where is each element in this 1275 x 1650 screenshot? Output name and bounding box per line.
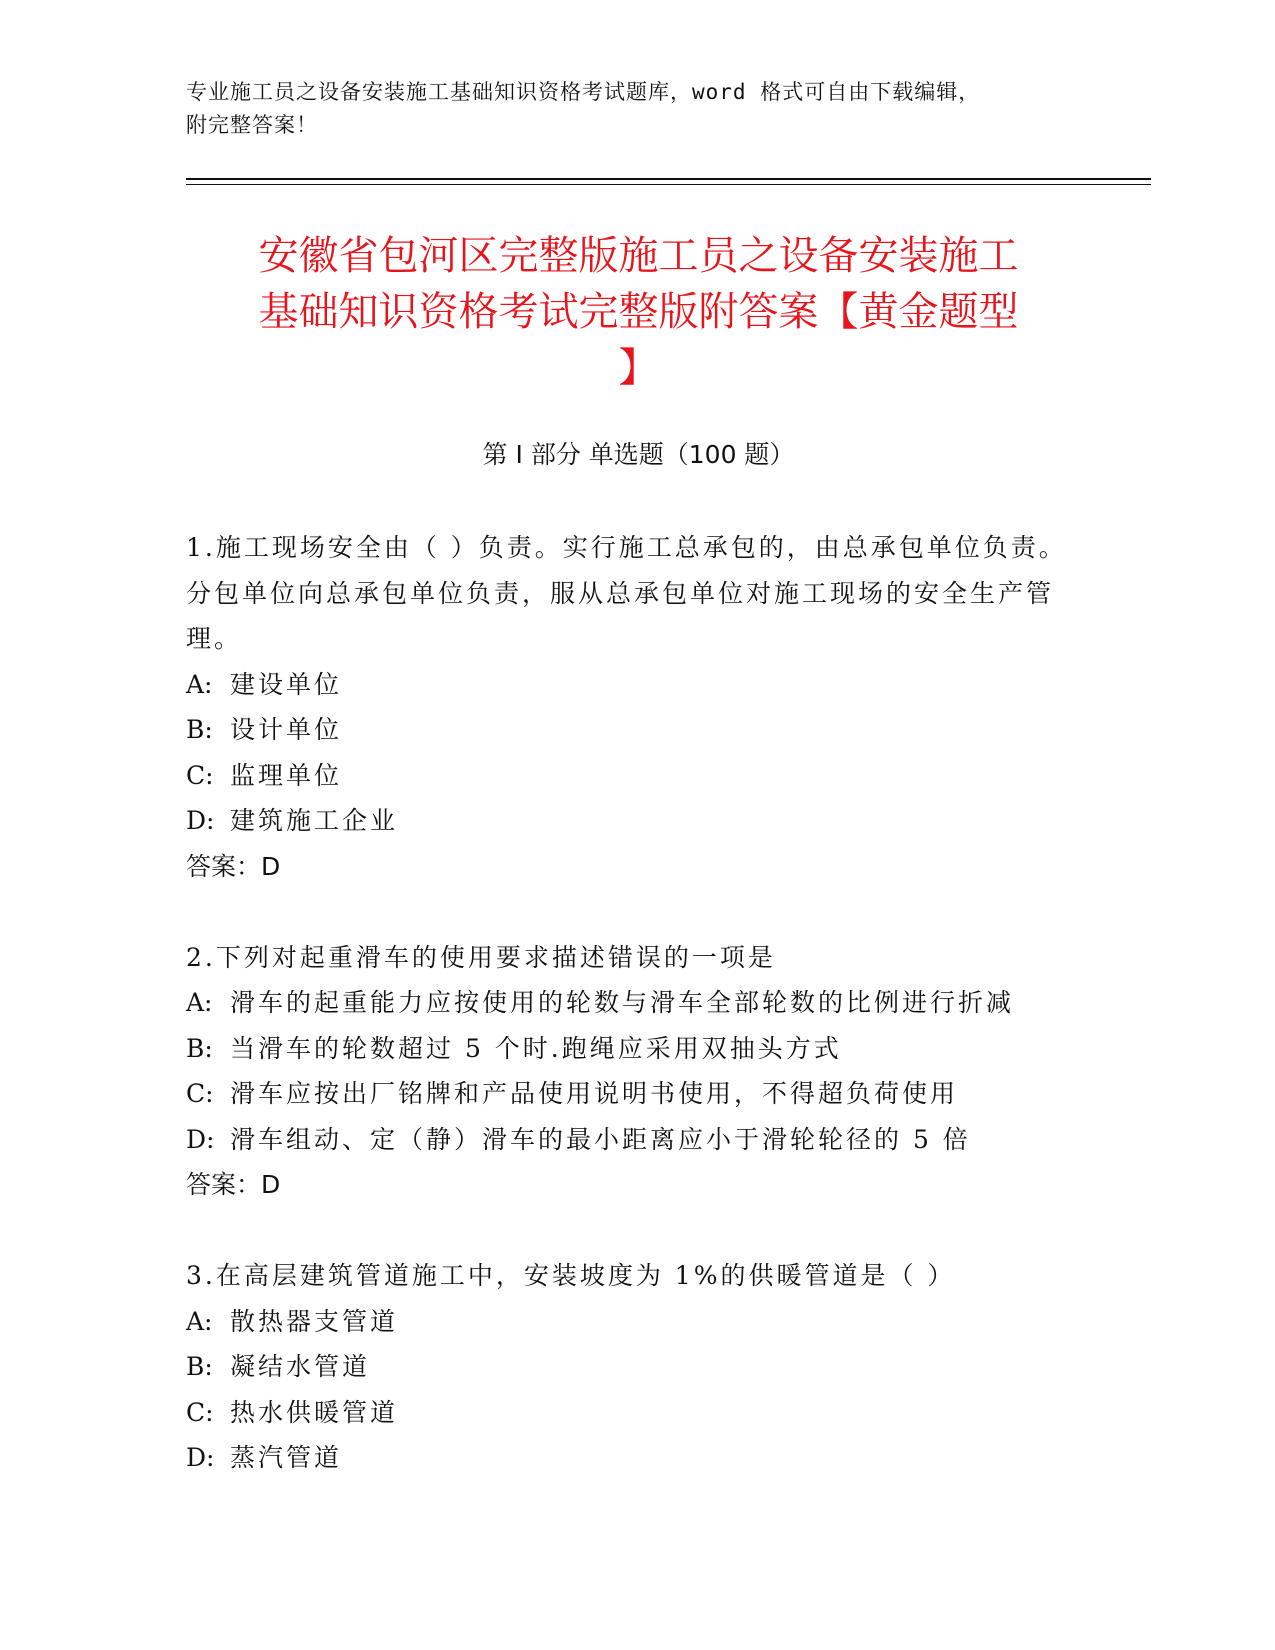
option-text: 滑车组动、定（静）滑车的最小距离应小于滑轮轮径的 5 倍 — [230, 1124, 971, 1154]
answer-label: 答案： — [186, 851, 262, 881]
option-key: B: — [186, 1352, 213, 1381]
answer-label: 答案： — [186, 1170, 262, 1199]
option-key: B: — [186, 715, 213, 744]
question-stem: 1.施工现场安全由（ ）负责。实行施工总承包的，由总承包单位负责。分包单位向总承包单位负责，服从总承包单位对施工现场的安全生产管理。 — [186, 533, 1067, 653]
option-a — [186, 980, 1091, 1026]
option-b — [186, 1026, 1091, 1072]
option-d — [186, 1117, 1091, 1163]
option-key: C: — [186, 1397, 214, 1427]
option-text: 设计单位 — [230, 715, 343, 744]
option-text: 凝结水管道 — [230, 1352, 371, 1381]
option-key: D: — [186, 806, 215, 835]
header-note-line-1: 专业施工员之设备安装施工基础知识资格考试题库，word 格式可自由下载编辑， — [186, 80, 981, 104]
option-key: A: — [186, 669, 213, 699]
question-stem: 2.下列对起重滑车的使用要求描述错误的一项是 — [186, 942, 776, 972]
option-key: A: — [186, 988, 213, 1017]
option-c — [186, 1390, 1091, 1436]
header-note-line-2: 附完整答案！ — [186, 113, 318, 137]
option-a — [186, 1299, 1091, 1345]
question-list — [186, 525, 1091, 1527]
option-b — [186, 1344, 1091, 1390]
option-b — [186, 707, 1091, 753]
header-note — [186, 76, 1066, 142]
answer-line — [186, 1162, 1091, 1207]
question-stem: 3.在高层建筑管道施工中，安装坡度为 1%的供暖管道是（ ） — [186, 1261, 956, 1290]
option-text: 监理单位 — [230, 760, 343, 790]
option-text: 散热器支管道 — [230, 1306, 399, 1336]
option-d — [186, 1435, 1091, 1481]
header-divider-thin — [186, 184, 1151, 185]
question-1 — [186, 525, 1091, 889]
answer-line — [186, 844, 1091, 889]
option-text: 蒸汽管道 — [230, 1443, 343, 1472]
document-title — [186, 228, 1091, 396]
option-d — [186, 798, 1091, 844]
option-key: C: — [186, 760, 214, 790]
option-key: D: — [186, 1443, 215, 1472]
option-text: 建设单位 — [230, 669, 343, 699]
document-title-line-2: 基础知识资格考试完整版附答案【黄金题型 — [258, 289, 1019, 335]
option-text: 建筑施工企业 — [230, 806, 399, 835]
option-key: D: — [186, 1124, 215, 1154]
option-text: 当滑车的轮数超过 5 个时.跑绳应采用双抽头方式 — [230, 1033, 842, 1063]
option-key: C: — [186, 1079, 214, 1108]
option-text: 滑车应按出厂铭牌和产品使用说明书使用，不得超负荷使用 — [230, 1079, 959, 1108]
answer-value: D — [261, 1170, 281, 1199]
document-title-line-1: 安徽省包河区完整版施工员之设备安装施工 — [258, 233, 1019, 279]
option-text: 热水供暖管道 — [230, 1397, 399, 1427]
header-divider-thick — [186, 178, 1151, 180]
option-c — [186, 753, 1091, 799]
section-title: 第 I 部分 单选题（100 题） — [482, 440, 795, 469]
option-key: B: — [186, 1033, 213, 1063]
option-key: A: — [186, 1306, 213, 1336]
document-title-line-3: 】 — [618, 345, 659, 391]
option-c — [186, 1071, 1091, 1117]
option-text: 滑车的起重能力应按使用的轮数与滑车全部轮数的比例进行折减 — [230, 988, 1015, 1017]
option-a — [186, 662, 1091, 708]
answer-value: D — [261, 851, 281, 881]
question-3 — [186, 1253, 1091, 1481]
question-2 — [186, 935, 1091, 1208]
